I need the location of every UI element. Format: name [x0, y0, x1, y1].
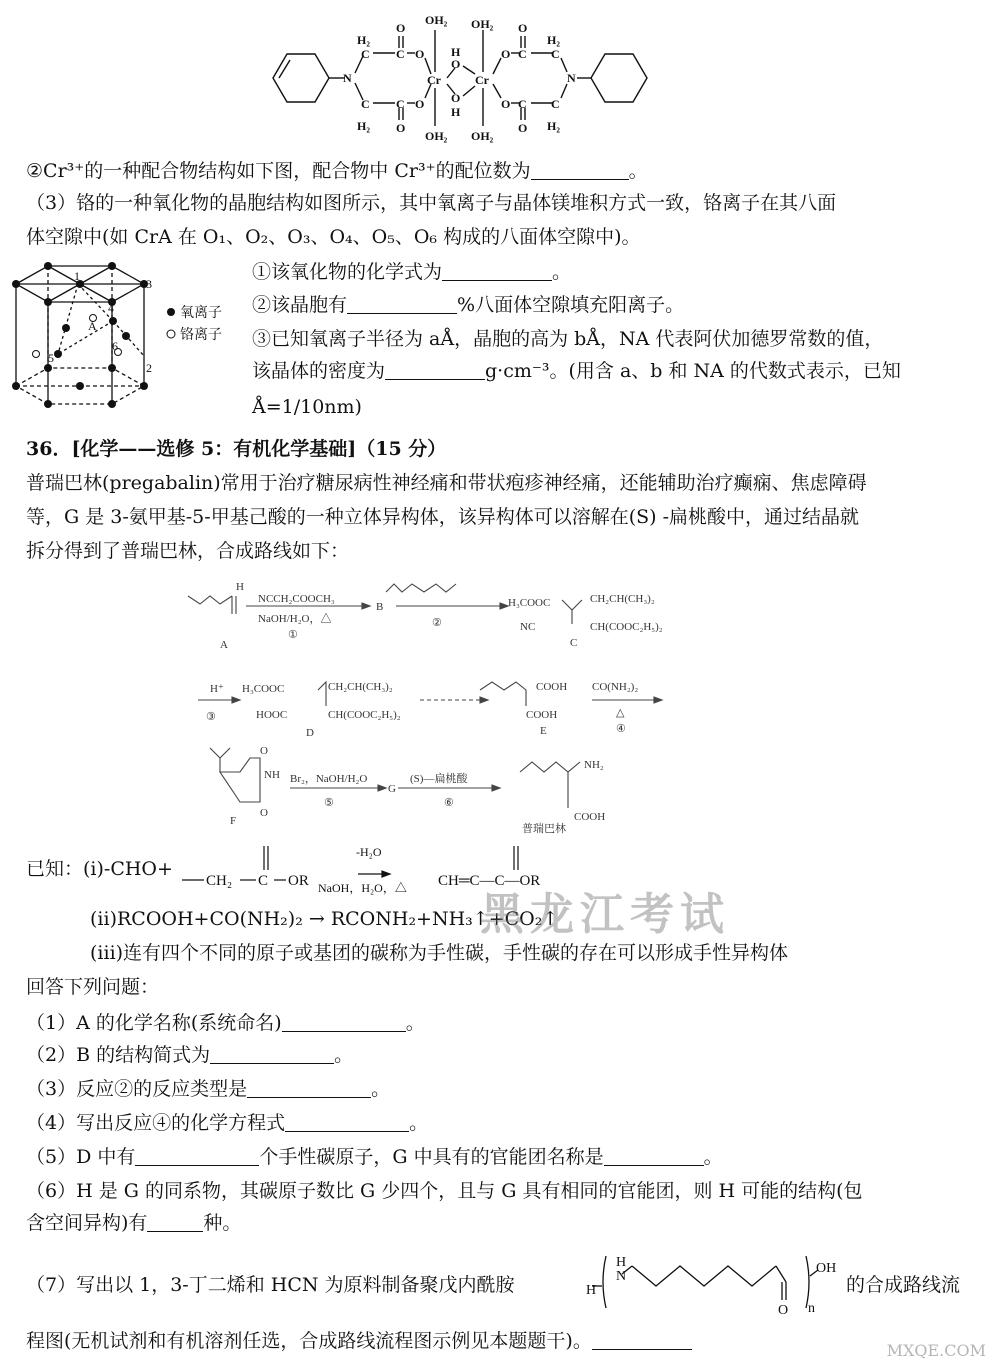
line-text: 个手性碳原子，G 中具有的官能团名称是: [259, 1146, 604, 1168]
line-text: （5）D 中有: [26, 1146, 136, 1168]
known-reaction-1: 已知：(i)-CHO+: [26, 858, 173, 880]
line-text: 该晶体的密度为: [252, 360, 386, 382]
f-o-2: O: [260, 807, 268, 819]
complex-h2-1: H₂: [357, 33, 370, 47]
question-36-heading: 36．[化学——选修 5：有机化学基础]（15 分）: [26, 438, 447, 460]
cell-label-4: 4: [108, 301, 114, 315]
reaction-4-top: CO(NH₂)₂: [592, 681, 639, 693]
line-text: ①该氧化物的化学式为: [252, 261, 443, 283]
label-d: D: [306, 727, 314, 739]
cell-label-5: 5: [48, 351, 54, 365]
polymer-h: H: [586, 1283, 597, 1298]
reaction-5-number: ⑤: [324, 797, 334, 809]
reaction-6-top: (S)—扁桃酸: [410, 773, 468, 785]
reaction-1-top: NCCH₂COOCH₃: [258, 593, 335, 605]
cell-label-3: 3: [146, 277, 152, 291]
line-text: ②Cr³⁺的一种配合物结构如下图，配合物中 Cr³⁺的配位数为: [26, 160, 531, 182]
complex-c-8: C: [551, 97, 560, 111]
complex-c-3: C: [361, 97, 370, 111]
reagent-amide-h: H: [236, 581, 244, 593]
reaction-1-bottom: NaOH/H₂O，△: [258, 613, 332, 625]
reaction-4-number: ④: [616, 723, 626, 735]
answer-blank[interactable]: [531, 159, 629, 180]
answer-blank[interactable]: [135, 1145, 259, 1166]
known-reaction-2: (ii)RCOOH+CO(NH₂)₂ → RCONH₂+NH₃↑+CO₂↑: [90, 908, 559, 930]
complex-o-6: O: [451, 91, 461, 105]
complex-c-6: C: [551, 47, 560, 61]
answer-blank[interactable]: [210, 1043, 334, 1064]
complex-o-10: O: [518, 121, 528, 135]
or-label: OR: [288, 873, 309, 889]
complex-o-9: O: [501, 97, 511, 111]
answer-blank[interactable]: [147, 1211, 203, 1232]
line-text: （2）B 的结构简式为: [26, 1044, 211, 1066]
watermark: 黑龙江考试: [480, 889, 730, 940]
line-text: 含空间异构)有: [26, 1212, 148, 1234]
line-text: 种。: [203, 1212, 242, 1234]
label-e: E: [540, 725, 547, 737]
polyvalerolactam-structure: [586, 1246, 840, 1318]
question-7-line-2: [26, 1328, 692, 1354]
line-text: （3）反应②的反应类型是: [26, 1078, 248, 1100]
product-label: CH═C—C—OR: [438, 873, 541, 889]
question-3: [26, 1076, 390, 1102]
complex-o-7: O: [501, 47, 511, 61]
condition-bottom: NaOH，H₂O，△: [318, 881, 407, 895]
reaction-3-top: H⁺: [210, 683, 224, 695]
d-h3cooc: H₃COOC: [242, 683, 285, 695]
paragraph-line-3: 拆分得到了普瑞巴林，合成路线如下：: [26, 540, 350, 562]
complex-o-5: O: [451, 57, 461, 71]
line-text: 。: [405, 1012, 425, 1034]
answer-blank[interactable]: [442, 260, 552, 281]
answer-blank[interactable]: [604, 1145, 704, 1166]
label-c: C: [570, 637, 578, 649]
label-f: F: [230, 815, 237, 827]
complex-n-right: N: [567, 71, 576, 85]
complex-h-1: H: [451, 45, 461, 59]
complex-oh2-3: OH₂: [471, 17, 494, 31]
line-coordination-number: [26, 158, 648, 184]
f-o-1: O: [260, 745, 268, 757]
e-cooh-2: COOH: [526, 709, 558, 721]
paragraph-line-2: 等，G 是 3-氨甲基-5-甲基己酸的一种立体异构体，该异构体可以溶解在(S) -扁桃酸中，通过结晶就: [26, 506, 859, 528]
complex-h-2: H: [451, 105, 461, 119]
line-density-1: ③已知氧离子半径为 aÅ，晶胞的高为 bÅ，NA 代表阿伏加德罗常数的值，: [252, 328, 884, 350]
question-7-line-1-end: 的合成路线流: [846, 1274, 961, 1296]
reaction-6-number: ⑥: [444, 797, 454, 809]
condition-top: -H₂O: [356, 845, 382, 859]
pregabalin-cooh: COOH: [574, 811, 606, 823]
complex-o-4: O: [415, 97, 425, 111]
reaction-1-number: ①: [288, 629, 298, 641]
polymer-n-subscript: n: [808, 1301, 815, 1316]
pregabalin-nh2: NH₂: [584, 759, 604, 771]
line-text: （4）写出反应④的化学方程式: [26, 1112, 286, 1134]
answer-questions-intro: 回答下列问题：: [26, 976, 160, 998]
paragraph-line-1: 普瑞巴林(pregabalin)常用于治疗糖尿病性神经痛和带状疱疹神经痛，还能辅助治疗癫痫、焦虑障碍: [26, 472, 867, 494]
cell-label-a: A: [88, 319, 97, 333]
label-a: A: [220, 639, 228, 651]
answer-blank[interactable]: [282, 1011, 406, 1032]
line-q3-intro: （3）铬的一种氧化物的晶胞结构如图所示，其中氧离子与晶体镁堆积方式一致，铬离子在其八面: [26, 192, 837, 214]
c-h3cooc: H₃COOC: [508, 597, 551, 609]
complex-c-4: C: [396, 97, 405, 111]
c-label: C: [258, 873, 269, 889]
reaction-3-number: ③: [206, 711, 216, 723]
e-cooh-1: COOH: [536, 681, 568, 693]
complex-h2-4: H₂: [547, 119, 560, 133]
line-formula: [252, 259, 571, 285]
polymer-n: N: [616, 1269, 627, 1284]
answer-blank[interactable]: [385, 359, 485, 380]
complex-h2-2: H₂: [357, 119, 370, 133]
complex-c-5: C: [518, 47, 527, 61]
line-text: 。: [703, 1146, 723, 1168]
line-text: 。: [409, 1112, 429, 1134]
line-text: 。: [371, 1078, 391, 1100]
corner-watermark: MXQE.COM: [886, 1341, 986, 1360]
line-text: 。: [628, 160, 648, 182]
line-octahedral: [252, 292, 684, 318]
ch2-label: CH₂: [206, 873, 233, 889]
question-6-line-2: [26, 1210, 241, 1236]
line-text: g·cm⁻³。(用含 a、b 和 NA 的代数式表示，已知: [485, 360, 901, 382]
complex-h2-3: H₂: [547, 33, 560, 47]
cell-label-6: 6: [112, 339, 118, 353]
question-2: [26, 1042, 353, 1068]
c-nc: NC: [520, 621, 536, 633]
polymer-nh-h: H: [616, 1255, 627, 1270]
reaction-2-number: ②: [432, 617, 442, 629]
legend-chromium: 铬离子: [180, 327, 222, 343]
line-angstrom: Å=1/10nm): [252, 396, 362, 418]
cell-label-2: 2: [146, 361, 152, 375]
chromium-complex-structure: [265, 8, 655, 143]
complex-o-1: O: [396, 21, 406, 35]
c-r2: CH(COOC₂H₅)₂: [590, 621, 663, 633]
line-text: %八面体空隙填充阳离子。: [457, 294, 685, 316]
line-q3-intro-2: 体空隙中(如 CrA 在 O₁、O₂、O₃、O₄、O₅、O₆ 构成的八面体空隙中)。: [26, 226, 641, 248]
question-6-line-1: （6）H 是 G 的同系物，其碳原子数比 G 少四个，且与 G 具有相同的官能团，则 H 可能的结构(包: [26, 1180, 863, 1202]
answer-blank[interactable]: [347, 293, 457, 314]
answer-blank[interactable]: [247, 1077, 371, 1098]
reaction-5-top: Br₂，NaOH/H₂O: [290, 773, 368, 785]
synthesis-route: [180, 572, 680, 842]
line-text: 程图(无机试剂和有机溶剂任选，合成路线流程图示例见本题题干)。: [26, 1330, 592, 1352]
complex-o-8: O: [518, 21, 528, 35]
complex-cr-1: Cr: [427, 73, 441, 87]
reaction-4-heat: △: [616, 707, 625, 719]
line-text: （1）A 的化学名称(系统命名): [26, 1012, 282, 1034]
polymer-carbonyl-o: O: [778, 1303, 789, 1318]
label-g: G: [388, 783, 396, 795]
line-text: 。: [552, 261, 572, 283]
d-r1: CH₂CH(CH₃)₂: [328, 681, 393, 693]
complex-oh2-2: OH₂: [425, 129, 448, 143]
unit-cell-figure: [8, 256, 248, 414]
label-b: B: [376, 601, 384, 613]
pregabalin-name: 普瑞巴林: [522, 823, 566, 835]
line-text: 。: [334, 1044, 354, 1066]
complex-o-2: O: [415, 47, 425, 61]
question-7-line-1: （7）写出以 1，3-丁二烯和 HCN 为原料制备聚戊内酰胺: [26, 1274, 515, 1296]
answer-blank[interactable]: [285, 1111, 409, 1132]
c-r1: CH₂CH(CH₃)₂: [590, 593, 655, 605]
complex-c-1: C: [361, 47, 370, 61]
question-1: [26, 1010, 425, 1036]
line-density-2: [252, 358, 901, 384]
complex-n-left: N: [343, 71, 352, 85]
polymer-oh: OH: [816, 1261, 837, 1276]
question-5: [26, 1144, 723, 1170]
complex-oh2-4: OH₂: [471, 129, 494, 143]
known-reaction-3: (iii)连有四个不同的原子或基团的碳称为手性碳，手性碳的存在可以形成手性异构体: [90, 942, 789, 964]
d-r2: CH(COOC₂H₅)₂: [328, 709, 401, 721]
complex-c-7: C: [518, 97, 527, 111]
complex-c-2: C: [396, 47, 405, 61]
line-text: ②该晶胞有: [252, 294, 348, 316]
complex-o-3: O: [396, 121, 406, 135]
f-nh: NH: [264, 769, 280, 781]
answer-blank[interactable]: [592, 1329, 692, 1350]
question-4: [26, 1110, 428, 1136]
cell-label-1: 1: [74, 269, 80, 283]
complex-oh2-1: OH₂: [425, 13, 448, 27]
d-hooc: HOOC: [256, 709, 288, 721]
complex-cr-2: Cr: [475, 73, 489, 87]
legend-oxygen: 氧离子: [180, 305, 222, 321]
